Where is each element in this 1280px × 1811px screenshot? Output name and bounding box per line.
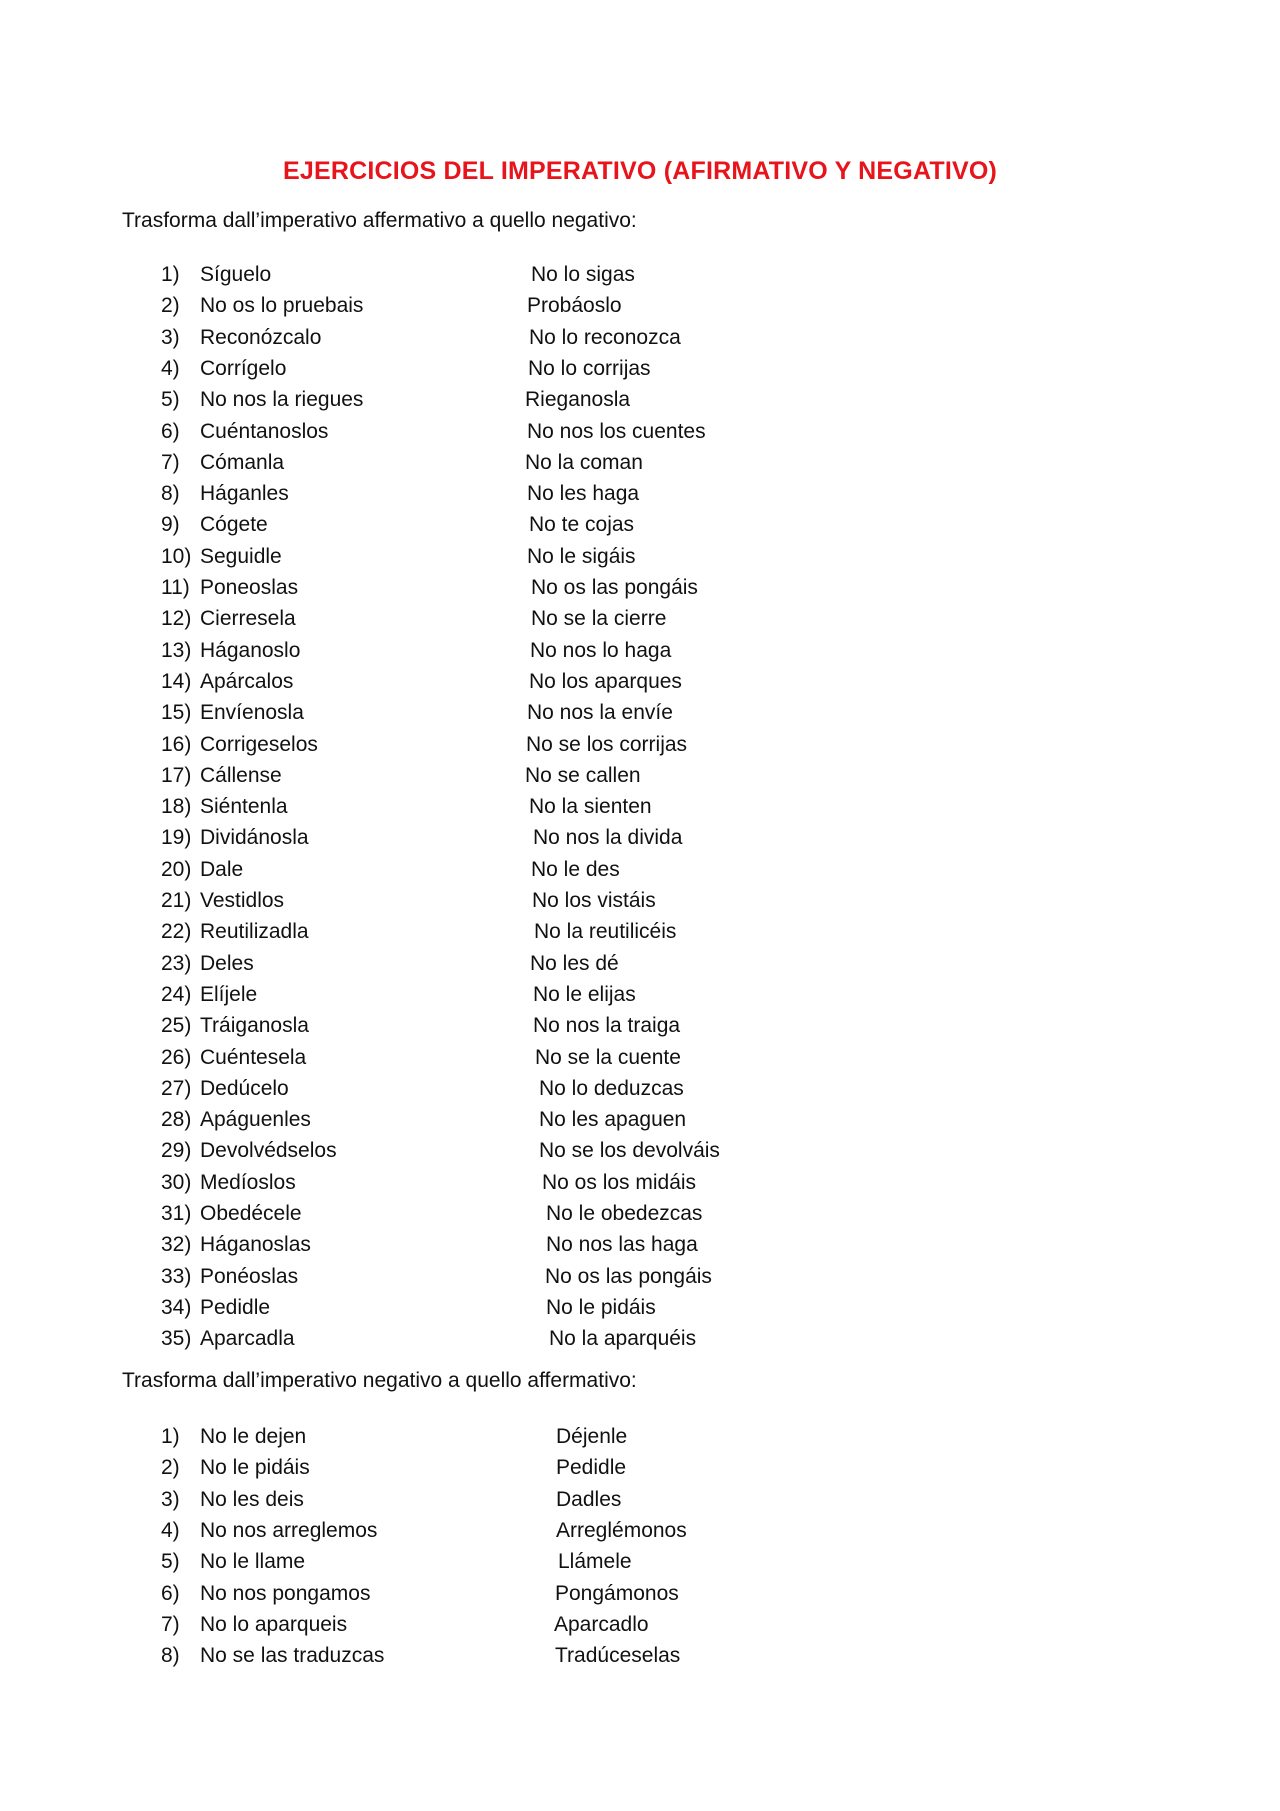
item-number: 33): [161, 1264, 192, 1288]
item-number: 7): [161, 1612, 180, 1636]
item-answer: No nos la traiga: [533, 1014, 681, 1038]
item-number: 3): [161, 325, 180, 349]
item-answer: No lo sigas: [531, 263, 635, 286]
item-number: 28): [161, 1108, 192, 1132]
item-number: 24): [161, 982, 192, 1006]
item-prompt: Ponéoslas: [200, 1264, 299, 1288]
item-number: 17): [161, 763, 192, 787]
item-answer: Pongámonos: [555, 1581, 679, 1605]
item-number: 6): [161, 1581, 180, 1605]
item-prompt: Medíoslos: [200, 1170, 296, 1194]
item-prompt: Seguidle: [200, 544, 282, 568]
item-answer: No le sigáis: [527, 544, 636, 568]
item-prompt: No lo aparqueis: [200, 1612, 348, 1636]
item-prompt: No nos arreglemos: [200, 1518, 378, 1542]
item-prompt: No le dejen: [200, 1425, 307, 1448]
item-answer: No os las pongáis: [531, 576, 698, 599]
item-prompt: Dividánosla: [200, 826, 309, 850]
item-number: 23): [161, 951, 192, 975]
item-answer: Pedidle: [556, 1456, 627, 1480]
instruction-1: Trasforma dall’imperativo affermativo a quello negativo:: [122, 209, 637, 232]
item-prompt: Pedidle: [200, 1295, 271, 1319]
item-number: 8): [161, 1644, 180, 1668]
item-answer: No te cojas: [529, 513, 635, 537]
item-prompt: Devolvédselos: [200, 1139, 337, 1163]
item-number: 15): [161, 701, 192, 725]
item-prompt: Corrígelo: [200, 356, 287, 380]
item-answer: Déjenle: [556, 1425, 628, 1448]
item-answer: No se la cierre: [531, 607, 667, 631]
item-answer: No se los corrijas: [526, 732, 688, 756]
item-prompt: Cógete: [200, 513, 268, 537]
item-answer: No se callen: [525, 763, 641, 787]
item-number: 9): [161, 513, 180, 537]
item-prompt: Háganoslo: [200, 638, 301, 662]
item-number: 29): [161, 1139, 192, 1163]
item-number: 31): [161, 1202, 192, 1225]
item-prompt: Apárcalos: [200, 669, 294, 693]
item-answer: No la reutilicéis: [534, 920, 677, 944]
item-answer: Llámele: [558, 1550, 632, 1574]
item-answer: No la aparquéis: [549, 1327, 697, 1351]
item-answer: No lo corrijas: [528, 356, 651, 380]
item-prompt: No le pidáis: [200, 1456, 310, 1480]
item-number: 16): [161, 732, 192, 756]
item-prompt: Vestidlos: [200, 889, 285, 912]
item-prompt: Dedúcelo: [200, 1076, 289, 1100]
item-number: 8): [161, 482, 180, 506]
item-answer: Dadles: [556, 1487, 622, 1511]
item-prompt: Apáguenles: [200, 1108, 311, 1132]
item-answer: No le des: [531, 857, 620, 881]
item-prompt: Obedécele: [200, 1202, 302, 1225]
item-answer: No le pidáis: [546, 1295, 656, 1319]
item-number: 12): [161, 607, 192, 631]
item-prompt: Tráiganosla: [200, 1014, 309, 1038]
item-prompt: Envíenosla: [200, 701, 304, 725]
item-prompt: Aparcadla: [200, 1327, 295, 1351]
item-prompt: No nos la riegues: [200, 388, 364, 412]
item-answer: No os los midáis: [542, 1170, 697, 1194]
item-prompt: Poneoslas: [200, 576, 299, 599]
item-number: 5): [161, 388, 180, 412]
item-answer: No le elijas: [533, 982, 636, 1006]
item-number: 27): [161, 1076, 192, 1100]
item-prompt: Cierresela: [200, 607, 296, 631]
item-number: 10): [161, 544, 192, 568]
item-answer: No los aparques: [529, 669, 682, 693]
item-number: 30): [161, 1170, 192, 1194]
item-number: 22): [161, 920, 192, 944]
item-answer: Aparcadlo: [554, 1612, 649, 1636]
item-prompt: Cuéntanoslos: [200, 419, 329, 443]
item-answer: Tradúceselas: [555, 1644, 681, 1668]
item-prompt: Cuéntesela: [200, 1045, 307, 1069]
item-number: 26): [161, 1045, 192, 1069]
item-answer: No los vistáis: [532, 889, 656, 912]
item-prompt: Corrigeselos: [200, 732, 318, 756]
item-answer: Arreglémonos: [556, 1518, 687, 1542]
item-answer: No les apaguen: [539, 1108, 687, 1132]
item-number: 21): [161, 889, 192, 912]
item-number: 19): [161, 826, 192, 850]
item-number: 20): [161, 857, 192, 881]
item-number: 1): [161, 1425, 180, 1448]
item-prompt: No les deis: [200, 1487, 304, 1511]
item-number: 6): [161, 419, 180, 443]
item-prompt: Cómanla: [200, 450, 285, 474]
item-answer: No lo reconozca: [529, 325, 681, 349]
item-prompt: Siéntenla: [200, 795, 288, 819]
item-prompt: Háganles: [200, 482, 289, 506]
item-answer: Rieganosla: [525, 388, 631, 412]
item-answer: No nos lo haga: [530, 638, 672, 662]
item-prompt: No os lo pruebais: [200, 294, 364, 318]
item-number: 25): [161, 1014, 192, 1038]
item-answer: No lo deduzcas: [539, 1076, 684, 1100]
item-answer: No les haga: [527, 482, 640, 506]
item-answer: No la sienten: [529, 795, 652, 819]
item-number: 32): [161, 1233, 192, 1257]
item-prompt: Reconózcalo: [200, 325, 322, 349]
item-number: 13): [161, 638, 192, 662]
item-prompt: Dale: [200, 857, 244, 881]
item-number: 18): [161, 795, 192, 819]
item-answer: No la coman: [525, 450, 643, 474]
item-number: 4): [161, 356, 180, 380]
item-prompt: Háganoslas: [200, 1233, 311, 1257]
item-number: 4): [161, 1518, 180, 1542]
item-number: 7): [161, 450, 180, 474]
item-prompt: Cállense: [200, 763, 282, 787]
item-prompt: Deles: [200, 951, 254, 975]
item-number: 34): [161, 1295, 192, 1319]
page-title: EJERCICIOS DEL IMPERATIVO (AFIRMATIVO Y NEGATIVO): [282, 157, 998, 185]
item-answer: No os las pongáis: [545, 1264, 712, 1288]
item-number: 2): [161, 1456, 180, 1480]
item-answer: Probáoslo: [527, 294, 622, 318]
item-answer: No les dé: [530, 951, 619, 975]
item-number: 3): [161, 1487, 180, 1511]
item-number: 1): [161, 263, 180, 286]
item-number: 2): [161, 294, 180, 318]
item-number: 5): [161, 1550, 180, 1574]
item-answer: No nos la divida: [533, 826, 683, 850]
item-answer: No nos las haga: [546, 1233, 698, 1257]
item-number: 14): [161, 669, 192, 693]
item-answer: No nos los cuentes: [527, 419, 706, 443]
item-number: 11): [161, 576, 190, 599]
item-prompt: No se las traduzcas: [200, 1644, 385, 1668]
item-answer: No se la cuente: [535, 1045, 681, 1069]
item-prompt: Elíjele: [200, 982, 258, 1006]
item-prompt: No nos pongamos: [200, 1581, 371, 1605]
item-answer: No nos la envíe: [527, 701, 673, 725]
item-prompt: Reutilizadla: [200, 920, 309, 944]
item-answer: No se los devolváis: [539, 1139, 720, 1163]
item-prompt: Síguelo: [200, 263, 272, 286]
instruction-2: Trasforma dall’imperativo negativo a quello affermativo:: [122, 1369, 637, 1392]
item-number: 35): [161, 1327, 192, 1351]
item-prompt: No le llame: [200, 1550, 306, 1574]
item-answer: No le obedezcas: [546, 1202, 703, 1225]
